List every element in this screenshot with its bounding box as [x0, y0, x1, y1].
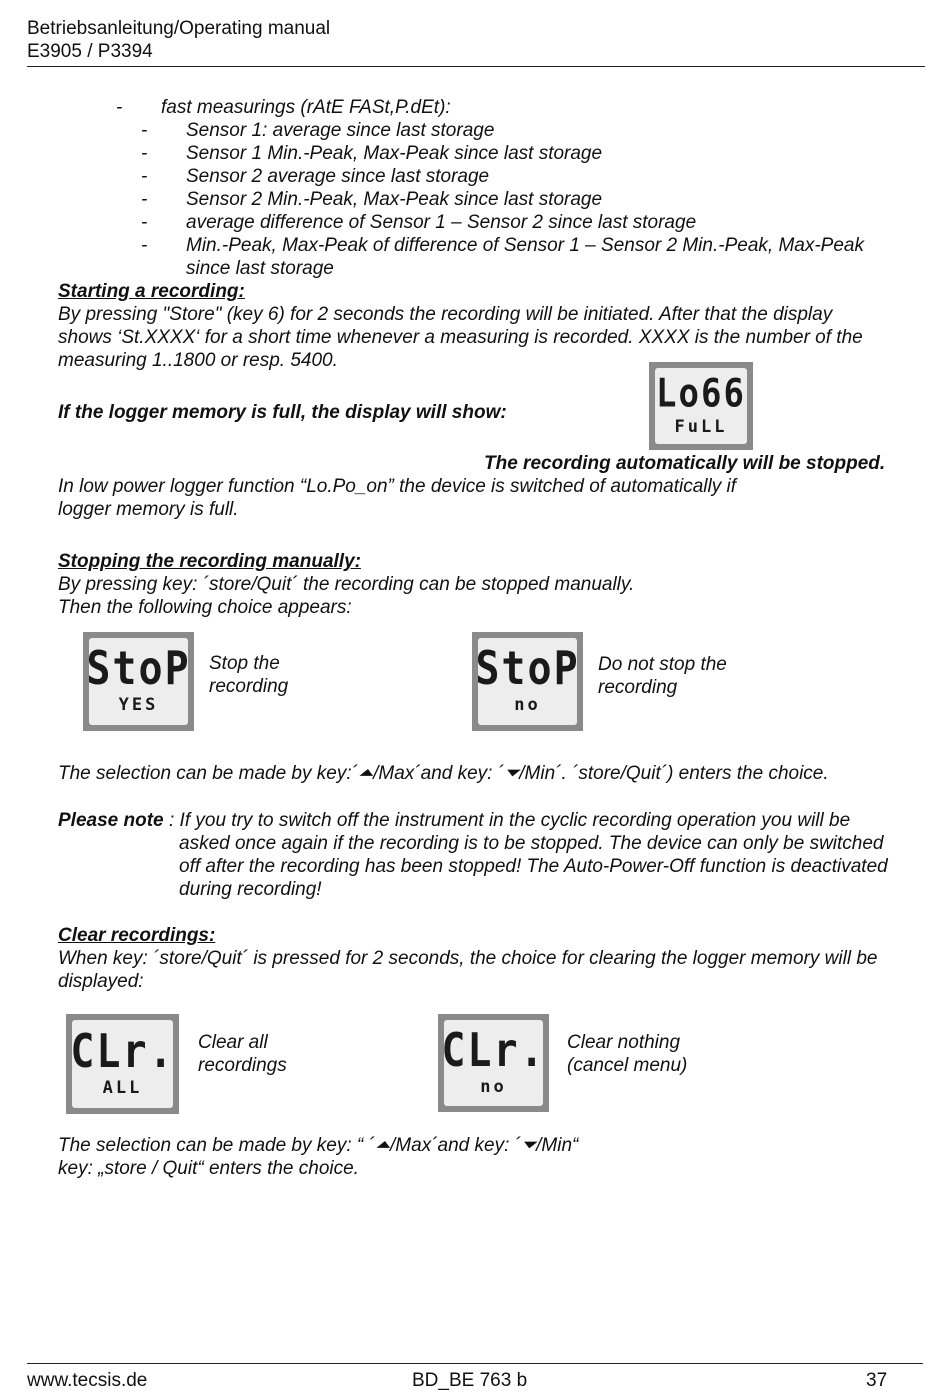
note-line: during recording! [179, 879, 322, 900]
list-item: Sensor 1: average since last storage [186, 120, 495, 141]
list-item-cont: since last storage [186, 258, 334, 279]
paragraph-line: By pressing "Store" (key 6) for 2 seconds the recording will be initiated. After that the display [58, 304, 833, 325]
selection-instruction: The selection can be made by key:´⏶/Max´and key: ´⏷/Min´. ´store/Quit´) enters the choice. [58, 763, 829, 784]
footer-document-id: BD_BE 763 b [412, 1370, 528, 1391]
header-rule [27, 66, 925, 67]
footer-website: www.tecsis.de [27, 1370, 148, 1391]
lcd-bottom-text: no [480, 1076, 507, 1097]
paragraph-line: logger memory is full. [58, 499, 239, 520]
list-item: Sensor 2 average since last storage [186, 166, 490, 187]
list-dash: - [141, 189, 148, 210]
caption-line: recording [598, 677, 678, 698]
paragraph-line: Then the following choice appears: [58, 597, 352, 618]
selection-instruction: key: „store / Quit“ enters the choice. [58, 1158, 359, 1179]
section-heading-stopping: Stopping the recording manually: [58, 551, 361, 572]
lcd-bottom-text: FuLL [674, 416, 728, 437]
list-dash: - [141, 143, 148, 164]
list-dash: - [141, 212, 148, 233]
header-title: Betriebsanleitung/Operating manual [27, 18, 331, 39]
section-heading-starting: Starting a recording: [58, 281, 245, 302]
caption-line: Do not stop the [598, 654, 727, 675]
paragraph-line: When key: ´store/Quit´ is pressed for 2 seconds, the choice for clearing the logger memory will be [58, 948, 878, 969]
list-dash: - [141, 120, 148, 141]
caption-line: Clear all [198, 1032, 268, 1053]
paragraph-line: In low power logger function “Lo.Po_on” the device is switched of automatically if [58, 476, 737, 497]
lcd-bottom-text: no [514, 695, 541, 715]
caption-line: recording [209, 676, 289, 697]
paragraph-line: measuring 1..1800 or resp. 5400. [58, 350, 338, 371]
list-dash: - [141, 166, 148, 187]
paragraph-line: displayed: [58, 971, 144, 992]
footer-page-number: 37 [866, 1370, 888, 1391]
selection-instruction: The selection can be made by key: “ ´⏶/Max´and key: ´⏷/Min“ [58, 1135, 579, 1156]
fast-title: fast measurings (rAtE FASt,P.dEt): [161, 97, 451, 118]
lcd-top-text: CLr. [70, 1025, 175, 1078]
paragraph-line: By pressing key: ´store/Quit´ the recording can be stopped manually. [58, 574, 635, 595]
lcd-top-text: StoP [475, 642, 580, 696]
caption-line: Clear nothing [567, 1032, 681, 1053]
lcd-display-clr-no [438, 1014, 549, 1112]
lcd-top-text: CLr. [441, 1024, 546, 1077]
caption-line: Stop the [209, 653, 280, 674]
lcd-display-stop-yes [83, 632, 194, 731]
note-line: off after the recording has been stopped! The Auto-Power-Off function is deactivated [179, 856, 888, 877]
recording-stopped-note: The recording automatically will be stopped. [484, 453, 886, 474]
caption-line: (cancel menu) [567, 1055, 688, 1076]
caption-line: recordings [198, 1055, 287, 1076]
memory-full-label: If the logger memory is full, the display will show: [58, 402, 507, 423]
lcd-bottom-text: ALL [102, 1077, 143, 1098]
lcd-display-clr-all [66, 1014, 179, 1114]
list-dash: - [141, 235, 148, 256]
list-item: average difference of Sensor 1 – Sensor 2 since last storage [186, 212, 697, 233]
header-model: E3905 / P3394 [27, 41, 153, 62]
list-dash: - [116, 97, 123, 118]
lcd-top-text: StoP [86, 642, 191, 696]
lcd-display-stop-no [472, 632, 583, 731]
note-label: Please note [58, 810, 164, 831]
section-heading-clear: Clear recordings: [58, 925, 216, 946]
lcd-top-text: Lo66 [656, 370, 746, 417]
footer-rule [27, 1363, 923, 1364]
lcd-display-full [649, 362, 753, 450]
list-item: Sensor 1 Min.-Peak, Max-Peak since last storage [186, 143, 603, 164]
list-item: Min.-Peak, Max-Peak of difference of Sensor 1 – Sensor 2 Min.-Peak, Max-Peak [186, 235, 864, 256]
paragraph-line: shows ‘St.XXXX‘ for a short time whenever a measuring is recorded. XXXX is the number of the [58, 327, 863, 348]
note-line: : If you try to switch off the instrument in the cyclic recording operation you will be [169, 810, 851, 831]
note-line: asked once again if the recording is to be stopped. The device can only be switched [179, 833, 884, 854]
lcd-bottom-text: YES [118, 695, 159, 715]
list-item: Sensor 2 Min.-Peak, Max-Peak since last storage [186, 189, 603, 210]
